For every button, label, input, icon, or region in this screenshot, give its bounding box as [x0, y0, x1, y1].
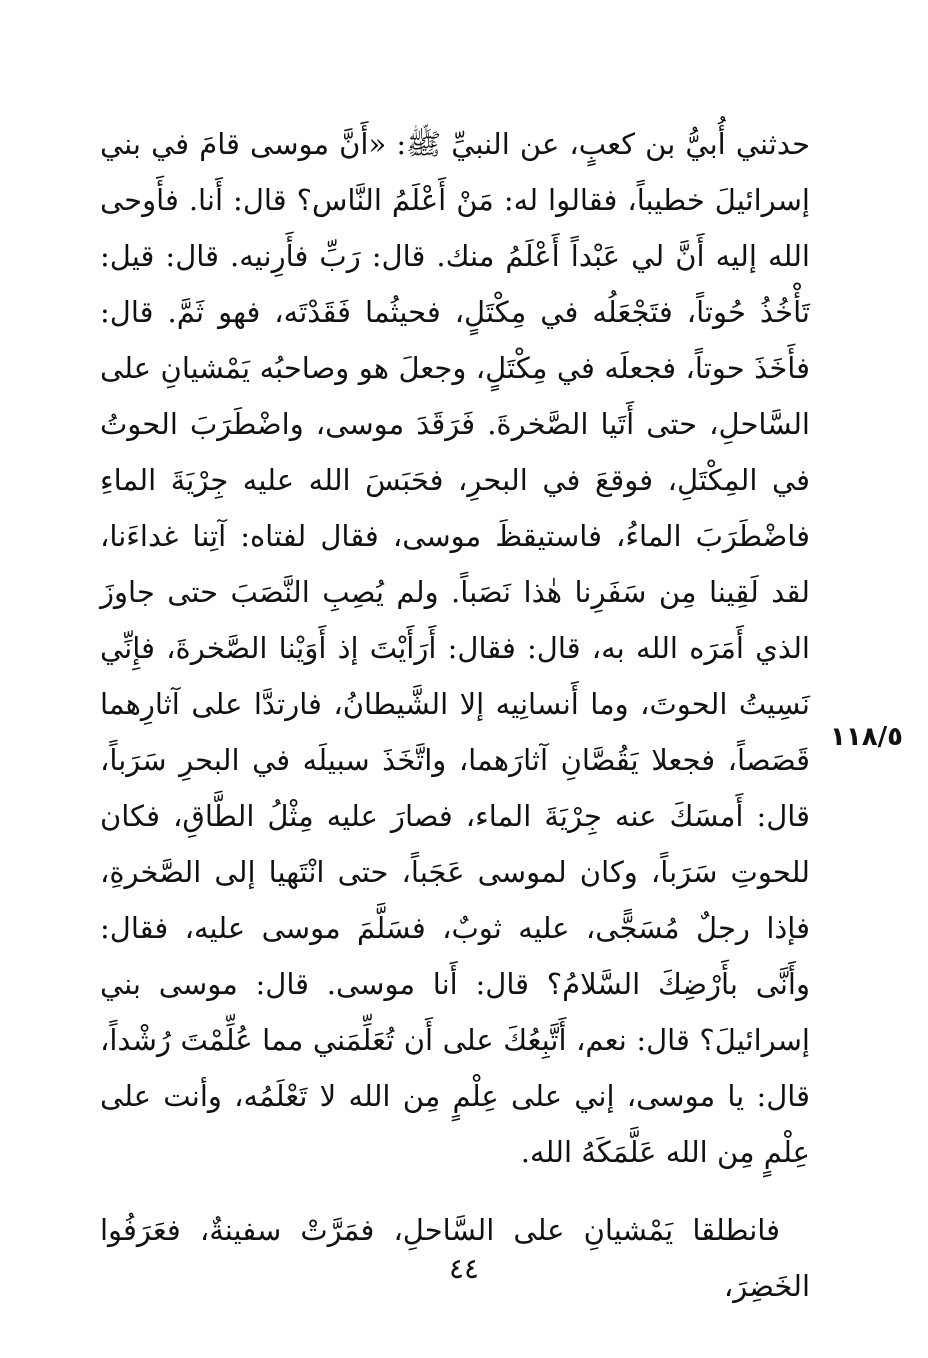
margin-hadith-reference: ١١٨/٥ [830, 722, 903, 752]
hadith-paragraph: حدثني أُبيُّ بن كعبٍ، عن النبيِّ ﷺ: «أَنَّ موسى قامَ في بني إسرائيلَ خطيباً، فقالوا له: مَنْ أَعْلَمُ النَّاس؟ قال: أَنا. فأَوحى الله إليه أَنَّ لي عَبْداً أَعْلَمُ منك. قال: رَبِّ فأَرِنيه. قال: قيل: تَأْخُذُ حُوتاً، فتَجْعَلُه في مِكْتَلٍ، فحيثُما فَقَدْتَه، فهو ثَمَّ. قال: فأَخَذَ حوتاً، فجعلَه في مِكْتَلٍ، وجعلَ هو وصاحبُه يَمْشيانِ على السَّاحلِ، حتى أَتَيا الصَّخرةَ. فَرَقَدَ موسى، واضْطَرَبَ الحوتُ في المِكْتَلِ، فوقعَ في البحرِ، فحَبَسَ الله عليه جِرْيَةَ الماءِ فاضْطَرَبَ الماءُ، فاستيقظَ موسى، فقال لفتاه: آتِنا غداءَنا، لقد لَقِينا مِن سَفَرِنا هٰذا نَصَباً. ولم يُصِبِ النَّصَبَ حتى جاوزَ الذي أَمَرَه الله به، قال: فقال: أَرَأَيْتَ إذ أَوَيْنا الصَّخرةَ، فإِنِّي نَسِيتُ الحوتَ، وما أَنسانِيه إلا الشَّيطانُ، فارتدَّا على آثارِهما قَصَصاً، فجعلا يَقُصَّانِ آثارَهما، واتَّخَذَ سبيلَه في البحرِ سَرَباً، قال: أَمسَكَ عنه جِرْيَةَ الماء، فصارَ عليه مِثْلُ الطَّاقِ، فكان للحوتِ سَرَباً، وكان لموسى عَجَباً، حتى انْتَهيا إلى الصَّخرةِ، فإذا رجلٌ مُسَجًّى، عليه ثوبٌ، فسَلَّمَ موسى عليه، فقال: وأَنَّى بأَرْضِكَ السَّلامُ؟ قال: أَنا موسى. قال: موسى بني إسرائيلَ؟ قال: نعم، أَتَّبِعُكَ على أَن تُعَلِّمَني مما عُلِّمْتَ رُشْداً، قال: يا موسى، إني على عِلْمٍ مِن الله لا تَعْلَمُه، وأنت على عِلْمٍ مِن الله عَلَّمَكَهُ الله. [100, 127, 810, 1169]
continuation-paragraph: فانطلقا يَمْشيانِ على السَّاحلِ، فمَرَّتْ سفينةٌ، فعَرَفُوا الخَضِرَ، [100, 1213, 810, 1303]
page-number: ٤٤ [448, 1252, 480, 1285]
page-body-text [100, 116, 810, 1314]
